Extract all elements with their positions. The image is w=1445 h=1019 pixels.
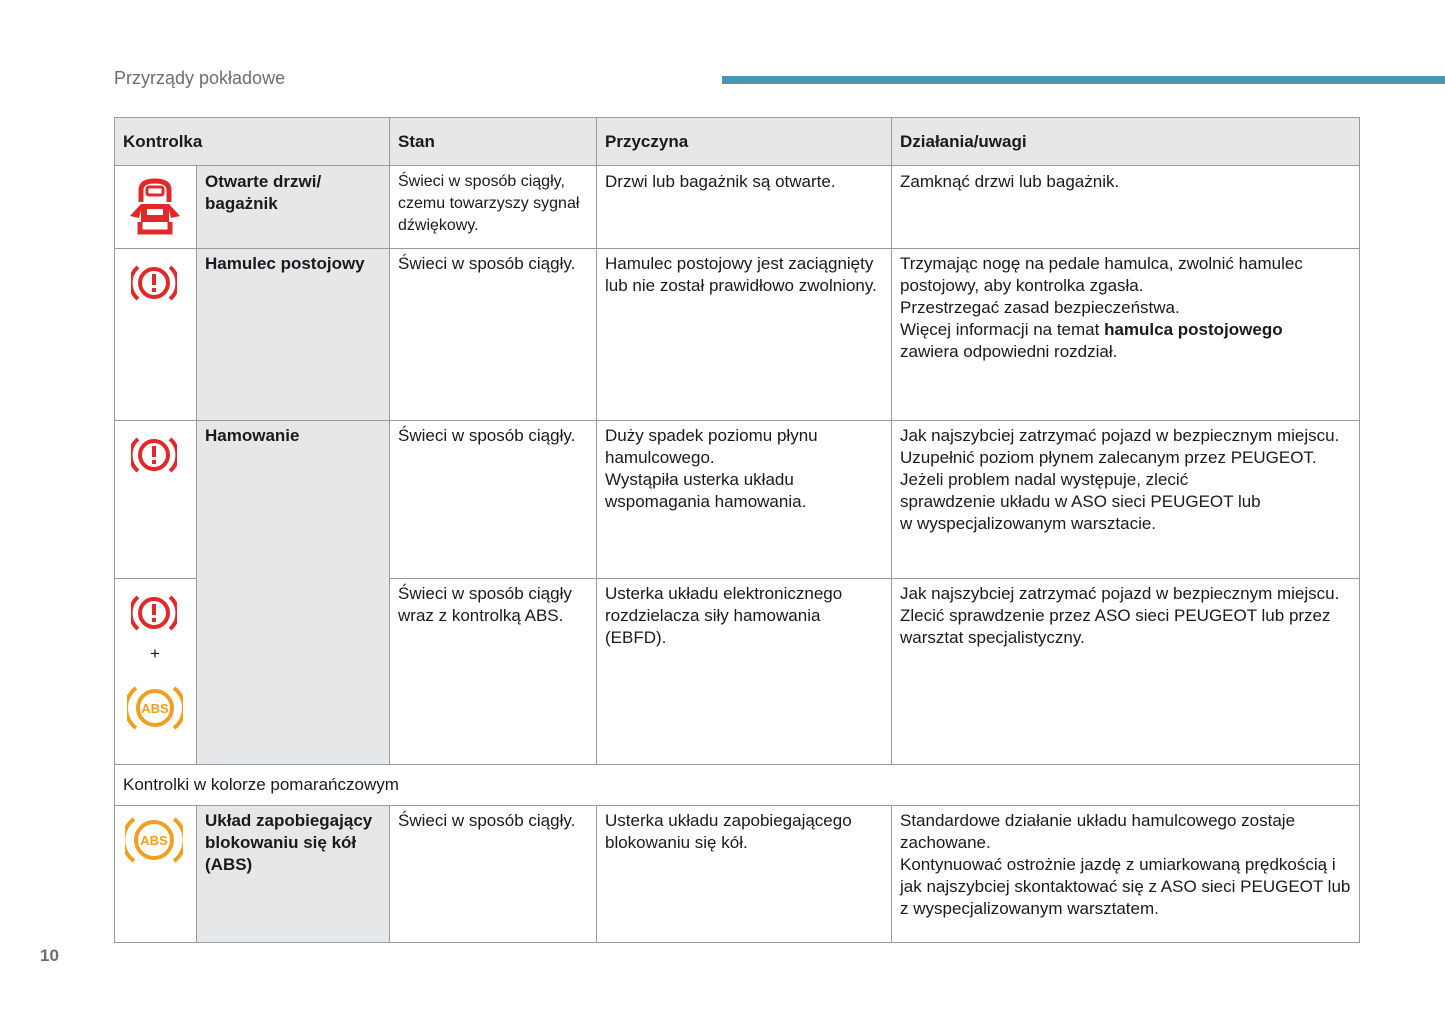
header-kontrolka: Kontrolka bbox=[123, 132, 203, 151]
action-line: zawiera odpowiedni rozdział. bbox=[900, 342, 1118, 361]
section-accent-bar bbox=[722, 76, 1445, 84]
action-line: Trzymając nogę na pedale hamulca, zwolnić hamulec postojowy, aby kontrolka zgasła. bbox=[900, 254, 1303, 295]
action-line: Jak najszybciej zatrzymać pojazd w bezpiecznym miejscu. bbox=[900, 426, 1340, 445]
action-bold-text: hamulca postojowego bbox=[1104, 320, 1283, 339]
row-name-doors: Otwarte drzwi/ bagażnik bbox=[205, 172, 322, 213]
row-dzialania-braking bbox=[891, 420, 1360, 578]
header-przyczyna: Przyczyna bbox=[605, 132, 689, 151]
table-rule bbox=[891, 117, 892, 764]
table-border bbox=[114, 942, 1360, 943]
action-line: Jeżeli problem nadal występuje, zlecić bbox=[900, 470, 1189, 489]
row-dzialania-abs bbox=[891, 805, 1360, 943]
row-dzialania-parking-brake bbox=[891, 248, 1360, 420]
table-rule bbox=[196, 805, 197, 943]
table-rule bbox=[114, 578, 196, 579]
table-rule bbox=[891, 805, 892, 943]
brake-warning-icon bbox=[131, 590, 177, 636]
row-stan-braking: Świeci w sposób ciągły. bbox=[398, 426, 576, 445]
row-stan-abs: Świeci w sposób ciągły. bbox=[398, 811, 576, 830]
row-przyczyna-doors: Drzwi lub bagażnik są otwarte. bbox=[605, 172, 836, 191]
plus-sign: + bbox=[150, 644, 160, 663]
action-line: Zlecić sprawdzenie przez ASO sieci PEUGEOT lub przez warsztat specjalistyczny. bbox=[900, 606, 1331, 647]
action-line: Jak najszybciej zatrzymać pojazd w bezpiecznym miejscu. bbox=[900, 584, 1340, 603]
row-name-abs: Układ zapobiegający blokowaniu się kół (ABS) bbox=[205, 811, 373, 874]
abs-icon-label: ABS bbox=[140, 833, 168, 848]
row-dzialania-doors: Zamknąć drzwi lub bagażnik. bbox=[900, 172, 1120, 191]
abs-icon bbox=[127, 683, 183, 733]
table-border bbox=[114, 117, 1360, 118]
table-rule bbox=[114, 764, 1360, 765]
row-stan-doors: Świeci w sposób ciągły, czemu towarzyszy sygnał dźwiękowy. bbox=[398, 173, 580, 234]
action-line: sprawdzenie układu w ASO sieci PEUGEOT lub bbox=[900, 492, 1261, 511]
table-rule bbox=[389, 805, 390, 943]
action-line: w wyspecjalizowanym warsztacie. bbox=[900, 514, 1157, 533]
cause-line: Duży spadek poziomu płynu hamulcowego. bbox=[605, 426, 818, 467]
abs-icon-label: ABS bbox=[141, 701, 169, 716]
action-text: Więcej informacji na temat bbox=[900, 320, 1100, 339]
table-border bbox=[1359, 117, 1360, 943]
table-rule bbox=[596, 117, 597, 764]
row-name-braking: Hamowanie bbox=[205, 426, 300, 445]
table-rule bbox=[114, 805, 1360, 806]
row-stan-braking-abs: Świeci w sposób ciągły wraz z kontrolką ABS. bbox=[398, 584, 572, 625]
action-line: Uzupełnić poziom płynem zalecanym przez PEUGEOT. bbox=[900, 448, 1317, 467]
table-rule bbox=[114, 248, 1360, 249]
door-open-icon bbox=[127, 176, 183, 238]
orange-section-title: Kontrolki w kolorze pomarańczowym bbox=[123, 775, 399, 794]
page-number: 10 bbox=[40, 946, 59, 965]
action-line: Przestrzegać zasad bezpieczeństwa. bbox=[900, 298, 1180, 317]
table-rule bbox=[389, 117, 390, 764]
row-name-parking-brake: Hamulec postojowy bbox=[205, 254, 365, 273]
action-line: Standardowe działanie układu hamulcowego zostaje zachowane. bbox=[900, 811, 1296, 852]
row-przyczyna-parking-brake: Hamulec postojowy jest zaciągnięty lub nie został prawidłowo zwolniony. bbox=[605, 254, 877, 295]
action-line: Kontynuować ostrożnie jazdę z umiarkowaną prędkością i jak najszybciej skontaktować się z ASO sieci PEUGEOT lub z wyspecjalizowanym warsztatem. bbox=[900, 855, 1351, 918]
row-przyczyna-braking bbox=[596, 420, 891, 578]
row-stan-parking-brake: Świeci w sposób ciągły. bbox=[398, 254, 576, 273]
table-rule bbox=[114, 165, 1360, 166]
row-przyczyna-abs: Usterka układu zapobiegającego blokowaniu się kół. bbox=[605, 811, 852, 852]
brake-warning-icon bbox=[131, 432, 177, 478]
abs-icon bbox=[125, 814, 183, 866]
section-title: Przyrządy pokładowe bbox=[114, 68, 286, 88]
row-dzialania-braking-abs bbox=[891, 578, 1360, 764]
brake-warning-icon bbox=[131, 260, 177, 306]
table-rule bbox=[196, 166, 197, 764]
row-przyczyna-braking-abs: Usterka układu elektronicznego rozdzielacza siły hamowania (EBFD). bbox=[605, 584, 843, 647]
header-stan: Stan bbox=[398, 132, 435, 151]
action-line bbox=[900, 319, 1351, 341]
table-rule bbox=[114, 420, 1360, 421]
table-rule bbox=[596, 805, 597, 943]
table-border bbox=[114, 117, 115, 943]
table-rule bbox=[389, 578, 1360, 579]
cause-line: Wystąpiła usterka układu wspomagania hamowania. bbox=[605, 470, 807, 511]
warning-lights-table bbox=[114, 117, 1360, 943]
header-dzialania: Działania/uwagi bbox=[900, 132, 1027, 151]
